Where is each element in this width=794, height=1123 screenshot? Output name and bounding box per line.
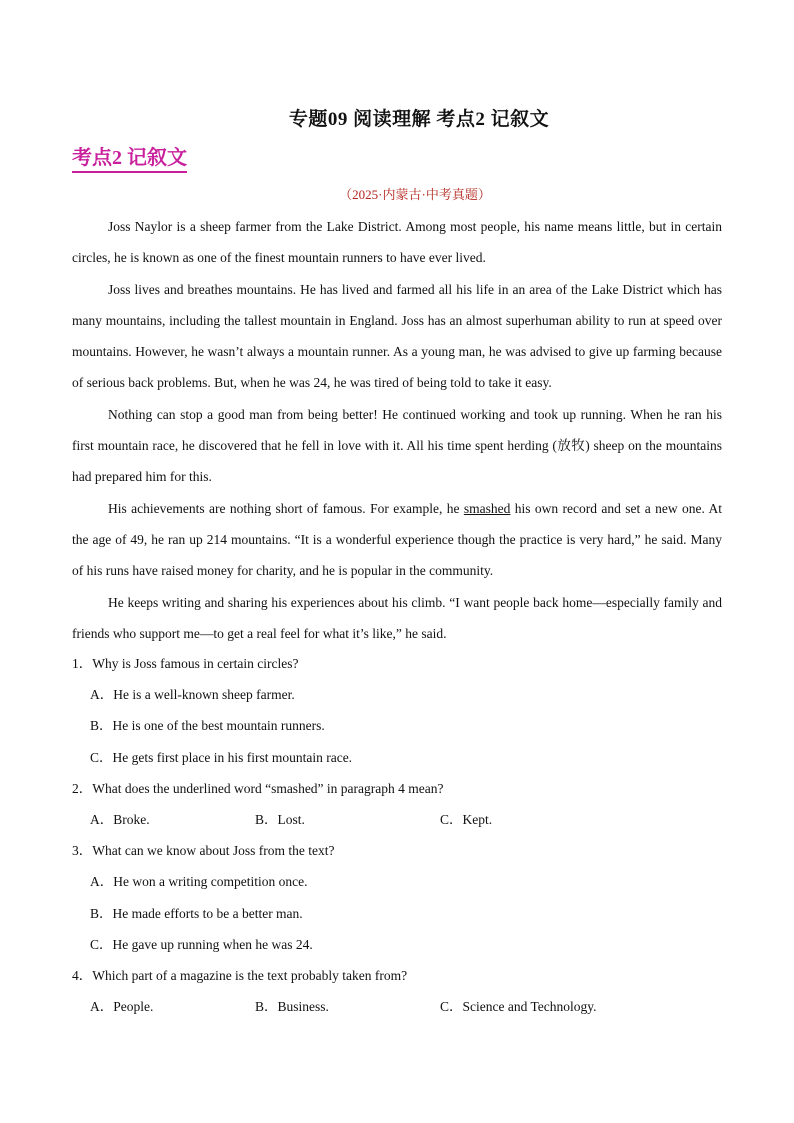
option-b: B．He made efforts to be a better man. xyxy=(90,905,303,921)
option-c: C．He gave up running when he was 24. xyxy=(90,936,313,952)
option-b: B．Lost. xyxy=(255,812,305,828)
paragraph-3: Nothing can stop a good man from being better! He continued working and took up running. When he ran his first mountain race, he discovered that he fell in love with it. All his time spent herding (放牧) sheep on the mountains had prepared him for this. xyxy=(72,406,722,485)
option-c: C．Science and Technology. xyxy=(440,999,597,1015)
underlined-word: smashed xyxy=(463,500,511,516)
source-note: （2025·内蒙古·中考真题） xyxy=(339,187,491,202)
option-row xyxy=(72,804,722,835)
question-stem: 2．What does the underlined word “smashed” in paragraph 4 mean? xyxy=(72,780,444,796)
option-row xyxy=(72,991,722,1022)
question-stem: 1．Why is Joss famous in certain circles? xyxy=(72,656,299,671)
paragraph-1: Joss Naylor is a sheep farmer from the Lake District. Among most people, his name means little, but in certain circles, he is known as one of the finest mountain runners to have ever lived. xyxy=(72,219,722,266)
option-b: B．He is one of the best mountain runners. xyxy=(90,718,325,734)
paragraph-4-text-before: His achievements are nothing short of famous. For example, he xyxy=(108,500,464,516)
question-2 xyxy=(72,773,722,835)
option-c: C．Kept. xyxy=(440,812,493,828)
paragraph-5: He keeps writing and sharing his experiences about his climb. “I want people back home—especially family and friends who support me—to get a real feel for what it’s like,” he said. xyxy=(72,594,722,641)
paragraph-2: Joss lives and breathes mountains. He has lived and farmed all his life in an area of the Lake District which has many mountains, including the tallest mountain in England. Joss has an almost superhuman ability to run at speed over mountains. However, he wasn’t always a mountain runner. As a young man, he was advised to give up farming because of serious back problems. But, when he was 24, he was tired of being told to take it easy. xyxy=(72,281,722,391)
option-a: A．He won a writing competition once. xyxy=(90,874,308,890)
option-a: A．Broke. xyxy=(90,812,150,828)
question-list xyxy=(72,648,722,1022)
question-1 xyxy=(72,648,722,773)
option-a: A．He is a well-known sheep farmer. xyxy=(90,687,295,703)
page-title: 专题09 阅读理解 考点2 记叙文 xyxy=(288,109,550,130)
reading-passage xyxy=(72,211,722,649)
question-stem: 4．Which part of a magazine is the text probably taken from? xyxy=(72,968,408,984)
option-c: C．He gets first place in his first mountain race. xyxy=(90,749,353,765)
question-4 xyxy=(72,960,722,1022)
option-b: B．Business. xyxy=(255,999,329,1015)
paragraph-4-text-after: his own record and set a new one. At the age of 49, he ran up 214 mountains. “It is a wonderful experience though the practice is very hard,” he said. Many of his runs have raised money for charity, and he is popular in the community. xyxy=(72,500,722,579)
question-3 xyxy=(72,835,722,960)
section-heading: 考点2 记叙文 xyxy=(72,146,187,173)
paragraph-4 xyxy=(72,493,722,587)
option-a: A．People. xyxy=(90,999,154,1015)
question-stem: 3．What can we know about Joss from the text? xyxy=(72,843,335,859)
